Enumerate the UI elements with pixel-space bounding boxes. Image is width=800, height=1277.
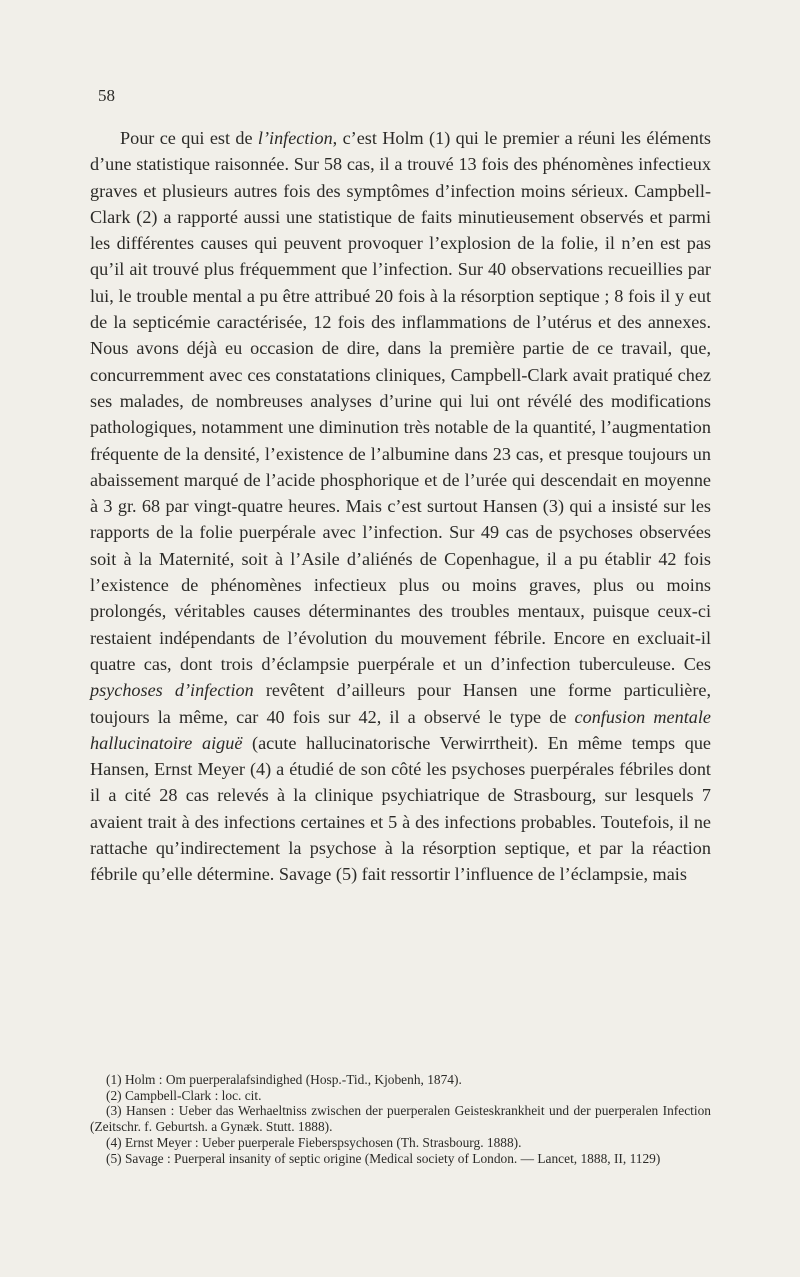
footnote: (4) Ernst Meyer : Ueber puerperale Fieberspsychosen (Th. Strasbourg. 1888). [106,1134,522,1150]
italic-term: l’infection [257,128,333,148]
paragraph-text-segment: revêtent d’ailleurs pour Hansen une forme particulière, toujours la même, car 40 fois sur 42, il a observé le type de [90,680,711,727]
paragraph-text-segment: Pour ce qui est de [120,128,258,148]
page-number: 58 [98,86,115,105]
italic-term: confusion mentale hallucinatoire aiguë [90,706,711,753]
main-text [90,125,711,888]
footnote: (2) Campbell-Clark : loc. cit. [106,1087,262,1103]
paragraph [90,125,711,888]
footnote: (1) Holm : Om puerperalafsindighed (Hosp.-Tid., Kjobenh, 1874). [106,1072,462,1087]
paragraph-text-segment: (acute hallucinatorische Verwirrtheit). En même temps que Hansen, Ernst Meyer (4) a étudié de son côté les psychoses puerpérales fébriles dont il a cité 28 cas relevés à la clinique psychiatrique de Strasbourg, sur lesquels 7 avaient trait à des infections certaines et 5 à des infections probables. Toutefois, il ne rattache qu’indirectement la psychose à la résorption septique, et par la réaction fébrile qu’elle détermine. Savage (5) fait ressortir l’influence de l’éclampsie, mais [90,732,711,885]
footnotes [90,1072,711,1166]
footnote: (3) Hansen : Ueber das Werhaeltniss zwischen der puerperalen Geisteskrankheit und der puerperalen Infection (Zeitschr. f. Geburtsh. a Gynæk. Stutt. 1888). [90,1103,711,1135]
footnote: (5) Savage : Puerperal insanity of septic origine (Medical society of London. — Lancet, 1888, II, 1129) [106,1150,661,1166]
paragraph-text-segment: , c’est Holm (1) qui le premier a réuni les éléments d’une statistique raisonnée. Sur 58 cas, il a trouvé 13 fois des phénomènes infectieux graves et plusieurs autres fois des symptômes d’infection moins sérieux. Campbell-Clark (2) a rapporté aussi une statistique de faits minutieusement observés et parmi les différentes causes qui peuvent provoquer l’explosion de la folie, il n’en est pas qu’il ait trouvé plus fréquemment que l’infection. Sur 40 observations recueillies par lui, le trouble mental a pu être attribué 20 fois à la résorption septique ; 8 fois il y eut de la septicémie caractérisée, 12 fois des inflammations de l’utérus et des annexes. Nous avons déjà eu occasion de dire, dans la première partie de ce travail, que, concurremment avec ces constatations cliniques, Campbell-Clark avait pratiqué chez ses malades, de nombreuses analyses d’urine qui lui ont révélé des modifications pathologiques, notamment une diminution très notable de la quantité, l’augmentation fréquente de la densité, l’existence de l’albumine dans 23 cas, et presque toujours un abaissement marqué de l’acide phosphorique et de l’urée qui descendait en moyenne à 3 gr. 68 par vingt-quatre heures. Mais c’est surtout Hansen (3) qui a insisté sur les rapports de la folie puerpérale avec l’infection. Sur 49 cas de psychoses observées soit à la Maternité, soit à l’Asile d’aliénés de Copenhague, il a pu établir 42 fois l’existence de phénomènes infectieux plus ou moins graves, plus ou moins prolongés, véritables causes déterminantes des troubles mentaux, puisque ceux-ci restaient indépendants de l’évolution du mouvement fébrile. Encore en excluait-il quatre cas, dont trois d’éclampsie puerpérale et un d’infection tuberculeuse. Ces [90,128,711,674]
italic-term: psychoses d’infection [90,680,254,701]
